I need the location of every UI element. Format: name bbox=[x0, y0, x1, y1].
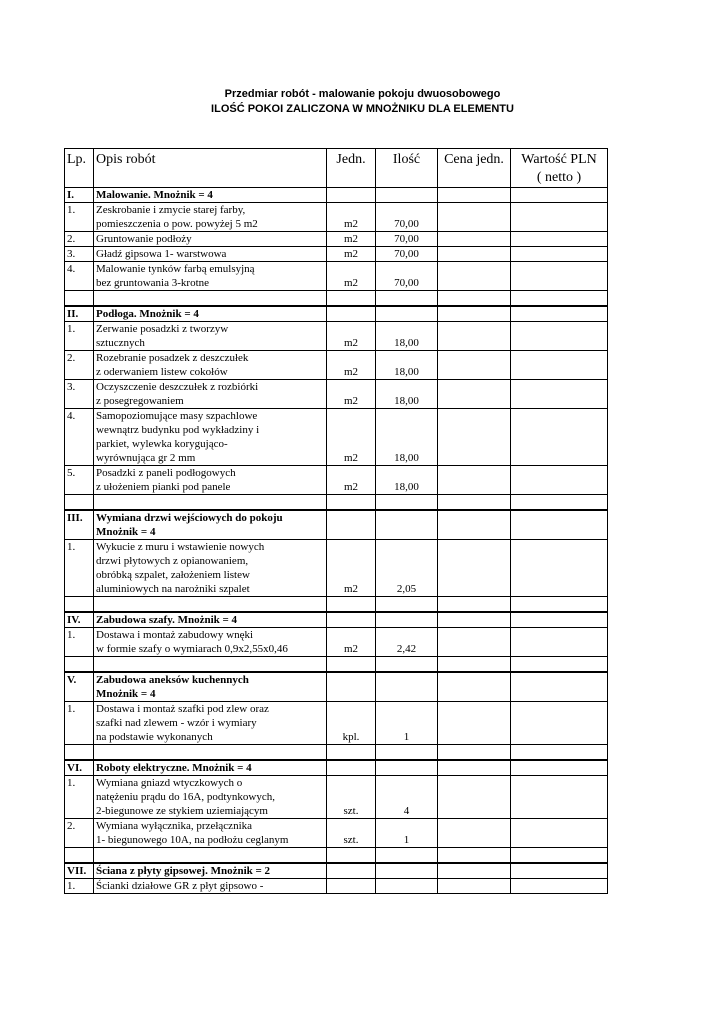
row-value bbox=[511, 612, 608, 628]
empty-cell bbox=[438, 745, 511, 761]
description-line: wyrównująca gr 2 mm bbox=[96, 452, 196, 464]
blank-row bbox=[65, 597, 608, 613]
row-description bbox=[94, 540, 327, 597]
row-description bbox=[94, 262, 327, 291]
row-quantity bbox=[376, 879, 438, 894]
row-quantity: 18,00 bbox=[376, 409, 438, 466]
row-description bbox=[94, 879, 327, 894]
description-line: Dostawa i montaż zabudowy wnęki bbox=[96, 629, 254, 641]
section-row bbox=[65, 188, 608, 203]
section-row bbox=[65, 760, 608, 776]
row-unit: m2 bbox=[327, 203, 376, 232]
row-unit-price bbox=[438, 306, 511, 322]
row-description bbox=[94, 863, 327, 879]
row-unit-price bbox=[438, 540, 511, 597]
empty-cell bbox=[438, 597, 511, 613]
document-title: Przedmiar robót - malowanie pokoju dwuosobowego bbox=[224, 88, 501, 100]
col-header-value bbox=[511, 149, 608, 188]
empty-cell bbox=[511, 291, 608, 307]
row-unit: m2 bbox=[327, 540, 376, 597]
row-unit-price bbox=[438, 612, 511, 628]
row-quantity bbox=[376, 863, 438, 879]
empty-cell bbox=[65, 597, 94, 613]
empty-cell bbox=[511, 657, 608, 673]
section-row bbox=[65, 612, 608, 628]
description-line: Posadzki z paneli podłogowych bbox=[96, 467, 236, 479]
row-description bbox=[94, 203, 327, 232]
empty-cell bbox=[511, 848, 608, 864]
section-row bbox=[65, 672, 608, 702]
row-number: 1. bbox=[65, 879, 94, 894]
description-line: Mnożnik = 4 bbox=[96, 688, 156, 700]
item-row bbox=[65, 702, 608, 745]
row-number: VI. bbox=[65, 760, 94, 776]
row-unit-price bbox=[438, 380, 511, 409]
section-row bbox=[65, 306, 608, 322]
row-number: IV. bbox=[65, 612, 94, 628]
row-unit-price bbox=[438, 466, 511, 495]
row-unit bbox=[327, 760, 376, 776]
description-line: Samopoziomujące masy szpachlowe bbox=[96, 410, 258, 422]
empty-cell bbox=[94, 495, 327, 511]
row-unit-price bbox=[438, 409, 511, 466]
description-line: Roboty elektryczne. Mnożnik = 4 bbox=[96, 762, 252, 774]
row-number: 3. bbox=[65, 380, 94, 409]
row-description bbox=[94, 672, 327, 702]
description-line: Malowanie. Mnożnik = 4 bbox=[96, 189, 213, 201]
description-line: Dostawa i montaż szafki pod zlew oraz bbox=[96, 703, 269, 715]
row-value bbox=[511, 760, 608, 776]
row-description bbox=[94, 247, 327, 262]
row-value bbox=[511, 232, 608, 247]
row-quantity: 18,00 bbox=[376, 351, 438, 380]
description-line: Mnożnik = 4 bbox=[96, 526, 156, 538]
empty-cell bbox=[376, 495, 438, 511]
row-number: 1. bbox=[65, 322, 94, 351]
row-unit: m2 bbox=[327, 466, 376, 495]
row-unit: m2 bbox=[327, 409, 376, 466]
description-line: Wymiana drzwi wejściowych do pokoju bbox=[96, 512, 283, 524]
row-value bbox=[511, 702, 608, 745]
empty-cell bbox=[438, 291, 511, 307]
description-line: parkiet, wylewka korygująco- bbox=[96, 438, 228, 450]
row-unit: kpl. bbox=[327, 702, 376, 745]
empty-cell bbox=[94, 848, 327, 864]
empty-cell bbox=[376, 848, 438, 864]
row-value bbox=[511, 188, 608, 203]
row-description bbox=[94, 466, 327, 495]
row-unit-price bbox=[438, 351, 511, 380]
blank-row bbox=[65, 291, 608, 307]
item-row bbox=[65, 466, 608, 495]
description-line: szafki nad zlewem - wzór i wymiary bbox=[96, 717, 257, 729]
description-line: obróbką szpalet, założeniem listew bbox=[96, 569, 250, 581]
row-quantity: 2,05 bbox=[376, 540, 438, 597]
row-description bbox=[94, 380, 327, 409]
row-value bbox=[511, 203, 608, 232]
empty-cell bbox=[94, 291, 327, 307]
section-row bbox=[65, 863, 608, 879]
row-description bbox=[94, 510, 327, 540]
description-line: Wymiana wyłącznika, przełącznika bbox=[96, 820, 253, 832]
row-quantity: 2,42 bbox=[376, 628, 438, 657]
row-value bbox=[511, 540, 608, 597]
row-value bbox=[511, 351, 608, 380]
item-row bbox=[65, 819, 608, 848]
row-description bbox=[94, 819, 327, 848]
row-number: 2. bbox=[65, 232, 94, 247]
row-quantity: 18,00 bbox=[376, 466, 438, 495]
description-line: Gruntowanie podłoży bbox=[96, 233, 192, 245]
row-number: 4. bbox=[65, 262, 94, 291]
row-description bbox=[94, 306, 327, 322]
item-row bbox=[65, 380, 608, 409]
row-value bbox=[511, 863, 608, 879]
row-unit-price bbox=[438, 776, 511, 819]
row-unit bbox=[327, 672, 376, 702]
row-unit-price bbox=[438, 188, 511, 203]
cost-estimate-table bbox=[64, 148, 608, 894]
row-description bbox=[94, 232, 327, 247]
empty-cell bbox=[94, 657, 327, 673]
empty-cell bbox=[438, 495, 511, 511]
row-value bbox=[511, 409, 608, 466]
row-number: I. bbox=[65, 188, 94, 203]
row-value bbox=[511, 819, 608, 848]
empty-cell bbox=[65, 657, 94, 673]
empty-cell bbox=[327, 495, 376, 511]
empty-cell bbox=[327, 657, 376, 673]
row-description bbox=[94, 612, 327, 628]
col-header-lp: Lp. bbox=[65, 149, 94, 188]
empty-cell bbox=[94, 745, 327, 761]
row-unit-price bbox=[438, 628, 511, 657]
description-line: aluminiowych na narożniki szpalet bbox=[96, 583, 250, 595]
row-unit: m2 bbox=[327, 247, 376, 262]
row-quantity: 1 bbox=[376, 702, 438, 745]
description-line: z oderwaniem listew cokołów bbox=[96, 366, 228, 378]
row-unit-price bbox=[438, 203, 511, 232]
item-row bbox=[65, 351, 608, 380]
row-unit-price bbox=[438, 760, 511, 776]
description-line: Wymiana gniazd wtyczkowych o bbox=[96, 777, 243, 789]
row-number: 2. bbox=[65, 351, 94, 380]
row-description bbox=[94, 702, 327, 745]
description-line: natężeniu prądu do 16A, podtynkowych, bbox=[96, 791, 276, 803]
empty-cell bbox=[376, 657, 438, 673]
description-line: Ścianki działowe GR z płyt gipsowo - bbox=[96, 880, 264, 892]
item-row bbox=[65, 628, 608, 657]
empty-cell bbox=[376, 291, 438, 307]
col-header-value-line2: ( netto ) bbox=[536, 170, 582, 185]
row-description bbox=[94, 322, 327, 351]
row-value bbox=[511, 466, 608, 495]
row-quantity bbox=[376, 306, 438, 322]
empty-cell bbox=[65, 848, 94, 864]
item-row bbox=[65, 540, 608, 597]
row-unit: m2 bbox=[327, 380, 376, 409]
description-line: Ściana z płyty gipsowej. Mnożnik = 2 bbox=[96, 865, 271, 877]
row-number: II. bbox=[65, 306, 94, 322]
section-row bbox=[65, 510, 608, 540]
row-quantity bbox=[376, 188, 438, 203]
row-quantity: 18,00 bbox=[376, 380, 438, 409]
row-number: V. bbox=[65, 672, 94, 702]
description-line: wewnątrz budynku pod wykładziny i bbox=[96, 424, 260, 436]
row-quantity bbox=[376, 672, 438, 702]
col-header-desc: Opis robót bbox=[94, 149, 327, 188]
empty-cell bbox=[327, 291, 376, 307]
col-header-qty: Ilość bbox=[376, 149, 438, 188]
document-subtitle: ILOŚĆ POKOI ZALICZONA W MNOŻNIKU DLA ELEMENTU bbox=[211, 103, 514, 115]
item-row bbox=[65, 879, 608, 894]
row-value bbox=[511, 380, 608, 409]
row-unit-price bbox=[438, 863, 511, 879]
row-unit-price bbox=[438, 232, 511, 247]
row-quantity: 70,00 bbox=[376, 247, 438, 262]
row-number: III. bbox=[65, 510, 94, 540]
row-unit bbox=[327, 188, 376, 203]
empty-cell bbox=[327, 745, 376, 761]
row-value bbox=[511, 879, 608, 894]
row-quantity: 18,00 bbox=[376, 322, 438, 351]
row-unit: szt. bbox=[327, 819, 376, 848]
empty-cell bbox=[65, 495, 94, 511]
col-header-value-line1: Wartość PLN bbox=[521, 152, 597, 167]
description-line: Oczyszczenie deszczułek z rozbiórki bbox=[96, 381, 259, 393]
row-description bbox=[94, 776, 327, 819]
item-row bbox=[65, 262, 608, 291]
row-unit: szt. bbox=[327, 776, 376, 819]
empty-cell bbox=[511, 597, 608, 613]
description-line: Malowanie tynków farbą emulsyjną bbox=[96, 263, 255, 275]
row-value bbox=[511, 306, 608, 322]
empty-cell bbox=[438, 657, 511, 673]
row-unit: m2 bbox=[327, 232, 376, 247]
row-unit bbox=[327, 612, 376, 628]
item-row bbox=[65, 247, 608, 262]
row-description bbox=[94, 760, 327, 776]
description-line: Zabudowa aneksów kuchennych bbox=[96, 674, 249, 686]
empty-cell bbox=[94, 597, 327, 613]
row-unit-price bbox=[438, 247, 511, 262]
row-unit-price bbox=[438, 510, 511, 540]
row-quantity bbox=[376, 510, 438, 540]
row-number: 3. bbox=[65, 247, 94, 262]
table-header-row bbox=[65, 149, 608, 188]
description-line: Zerwanie posadzki z tworzyw bbox=[96, 323, 229, 335]
empty-cell bbox=[327, 597, 376, 613]
row-value bbox=[511, 776, 608, 819]
row-number: 1. bbox=[65, 203, 94, 232]
empty-cell bbox=[376, 597, 438, 613]
row-quantity bbox=[376, 760, 438, 776]
row-value bbox=[511, 628, 608, 657]
empty-cell bbox=[438, 848, 511, 864]
item-row bbox=[65, 203, 608, 232]
col-header-unit: Jedn. bbox=[327, 149, 376, 188]
row-description bbox=[94, 188, 327, 203]
row-quantity bbox=[376, 612, 438, 628]
row-unit: m2 bbox=[327, 322, 376, 351]
blank-row bbox=[65, 745, 608, 761]
empty-cell bbox=[376, 745, 438, 761]
row-unit-price bbox=[438, 879, 511, 894]
row-value bbox=[511, 510, 608, 540]
row-unit-price bbox=[438, 672, 511, 702]
item-row bbox=[65, 322, 608, 351]
empty-cell bbox=[511, 495, 608, 511]
empty-cell bbox=[65, 291, 94, 307]
col-header-price: Cena jedn. bbox=[438, 149, 511, 188]
row-value bbox=[511, 672, 608, 702]
row-number: 1. bbox=[65, 628, 94, 657]
description-line: na podstawie wykonanych bbox=[96, 731, 213, 743]
description-line: sztucznych bbox=[96, 337, 145, 349]
row-description bbox=[94, 409, 327, 466]
item-row bbox=[65, 776, 608, 819]
description-line: Wykucie z muru i wstawienie nowych bbox=[96, 541, 265, 553]
row-unit-price bbox=[438, 322, 511, 351]
item-row bbox=[65, 232, 608, 247]
row-number: 2. bbox=[65, 819, 94, 848]
description-line: Podłoga. Mnożnik = 4 bbox=[96, 308, 199, 320]
row-value bbox=[511, 247, 608, 262]
empty-cell bbox=[511, 745, 608, 761]
description-line: Gładź gipsowa 1- warstwowa bbox=[96, 248, 227, 260]
row-value bbox=[511, 262, 608, 291]
row-unit bbox=[327, 510, 376, 540]
row-quantity: 70,00 bbox=[376, 203, 438, 232]
row-unit-price bbox=[438, 702, 511, 745]
description-line: z ułożeniem pianki pod panele bbox=[96, 481, 231, 493]
description-line: 1- biegunowego 10A, na podłożu ceglanym bbox=[96, 834, 289, 846]
row-value bbox=[511, 322, 608, 351]
description-line: drzwi płytowych z opianowaniem, bbox=[96, 555, 249, 567]
description-line: 2-biegunowe ze stykiem uziemiającym bbox=[96, 805, 268, 817]
row-quantity: 4 bbox=[376, 776, 438, 819]
row-unit-price bbox=[438, 262, 511, 291]
row-quantity: 70,00 bbox=[376, 232, 438, 247]
blank-row bbox=[65, 495, 608, 511]
row-unit bbox=[327, 863, 376, 879]
description-line: Zeskrobanie i zmycie starej farby, bbox=[96, 204, 246, 216]
empty-cell bbox=[327, 848, 376, 864]
description-line: Rozebranie posadzek z deszczułek bbox=[96, 352, 249, 364]
blank-row bbox=[65, 657, 608, 673]
description-line: z posegregowaniem bbox=[96, 395, 184, 407]
empty-cell bbox=[65, 745, 94, 761]
row-quantity: 70,00 bbox=[376, 262, 438, 291]
row-unit: m2 bbox=[327, 628, 376, 657]
row-number: 1. bbox=[65, 702, 94, 745]
description-line: w formie szafy o wymiarach 0,9x2,55x0,46 bbox=[96, 643, 288, 655]
row-number: 4. bbox=[65, 409, 94, 466]
row-description bbox=[94, 351, 327, 380]
description-line: Zabudowa szafy. Mnożnik = 4 bbox=[96, 614, 238, 626]
blank-row bbox=[65, 848, 608, 864]
row-number: VII. bbox=[65, 863, 94, 879]
row-quantity: 1 bbox=[376, 819, 438, 848]
row-number: 1. bbox=[65, 540, 94, 597]
row-number: 1. bbox=[65, 776, 94, 819]
row-unit: m2 bbox=[327, 262, 376, 291]
row-unit: m2 bbox=[327, 351, 376, 380]
description-line: bez gruntowania 3-krotne bbox=[96, 277, 210, 289]
description-line: pomieszczenia o pow. powyżej 5 m2 bbox=[96, 218, 258, 230]
row-number: 5. bbox=[65, 466, 94, 495]
row-description bbox=[94, 628, 327, 657]
row-unit-price bbox=[438, 819, 511, 848]
row-unit bbox=[327, 306, 376, 322]
item-row bbox=[65, 409, 608, 466]
row-unit bbox=[327, 879, 376, 894]
